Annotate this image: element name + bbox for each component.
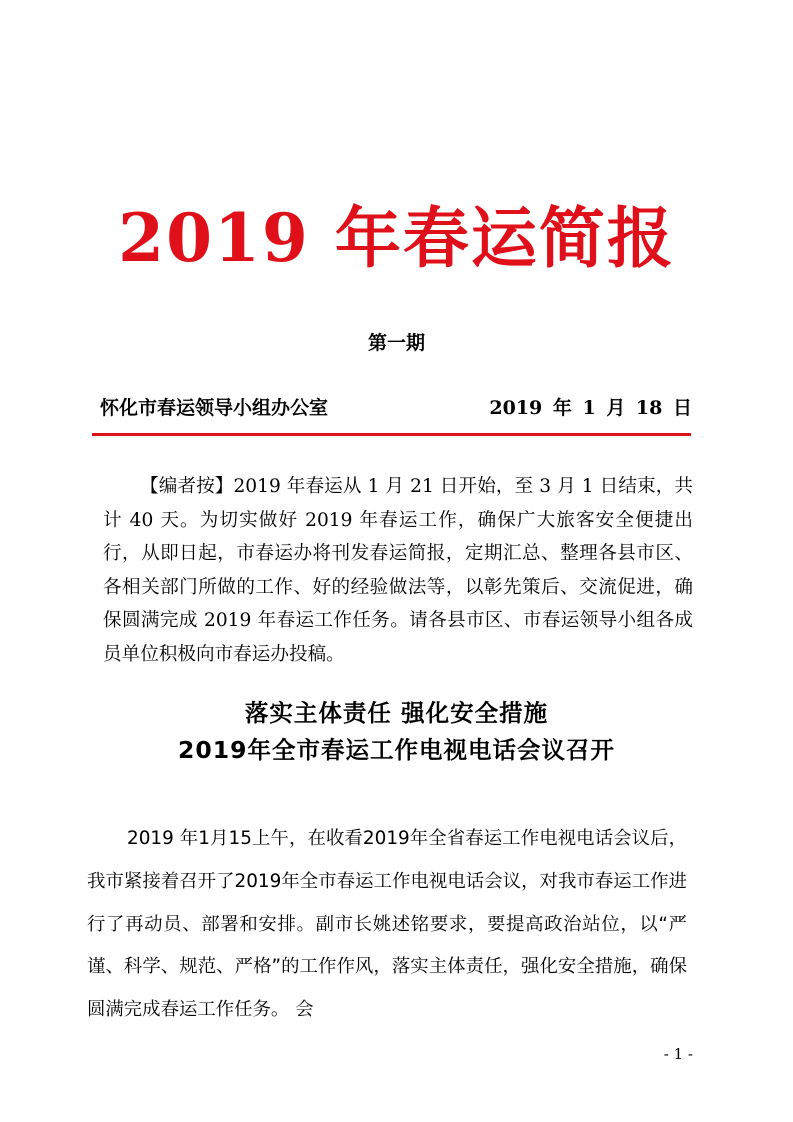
article-headline-line-2: 2019年全市春运工作电视电话会议召开 xyxy=(178,736,615,764)
article-body: 2019 年1月15上午，在收看2019年全省春运工作电视电话会议后，我市紧接着召开了2019年全市春运工作电视电话会议，对我市春运工作进行了再动员、部署和安排。副市长姚述铭要求，要提高政治站位，以“严谨、科学、规范、严格”的工作作风，落实主体责任，强化安全措施，确保圆满完成春运工作任务。 会 xyxy=(87,828,687,1021)
issue-date: 2019 年 1 月 18 日 xyxy=(489,397,692,419)
page-number: - 1 - xyxy=(663,1045,693,1063)
issuing-office: 怀化市春运领导小组办公室 xyxy=(100,397,329,419)
masthead-title: 2019 年春运简报 xyxy=(118,199,675,277)
editor-note: 【编者按】2019 年春运从 1 月 21 日开始，至 3 月 1 日结束，共计 40 天。为切实做好 2019 年春运工作，确保广大旅客安全便捷出行，从即日起，市春运办将刊发春运简报，定期汇总、整理各县市区、各相关部门所做的工作、好的经验做法等，以彰先策后、交流促进，确保圆满完成 2019 年春运工作任务。请各县市区、市春运领导小组各成员单位积极向市春运办投稿。 xyxy=(103,476,693,665)
issue-number: 第一期 xyxy=(367,332,425,354)
article-headline-line-1: 落实主体责任 强化安全措施 xyxy=(244,699,549,727)
masthead-divider xyxy=(92,433,691,436)
